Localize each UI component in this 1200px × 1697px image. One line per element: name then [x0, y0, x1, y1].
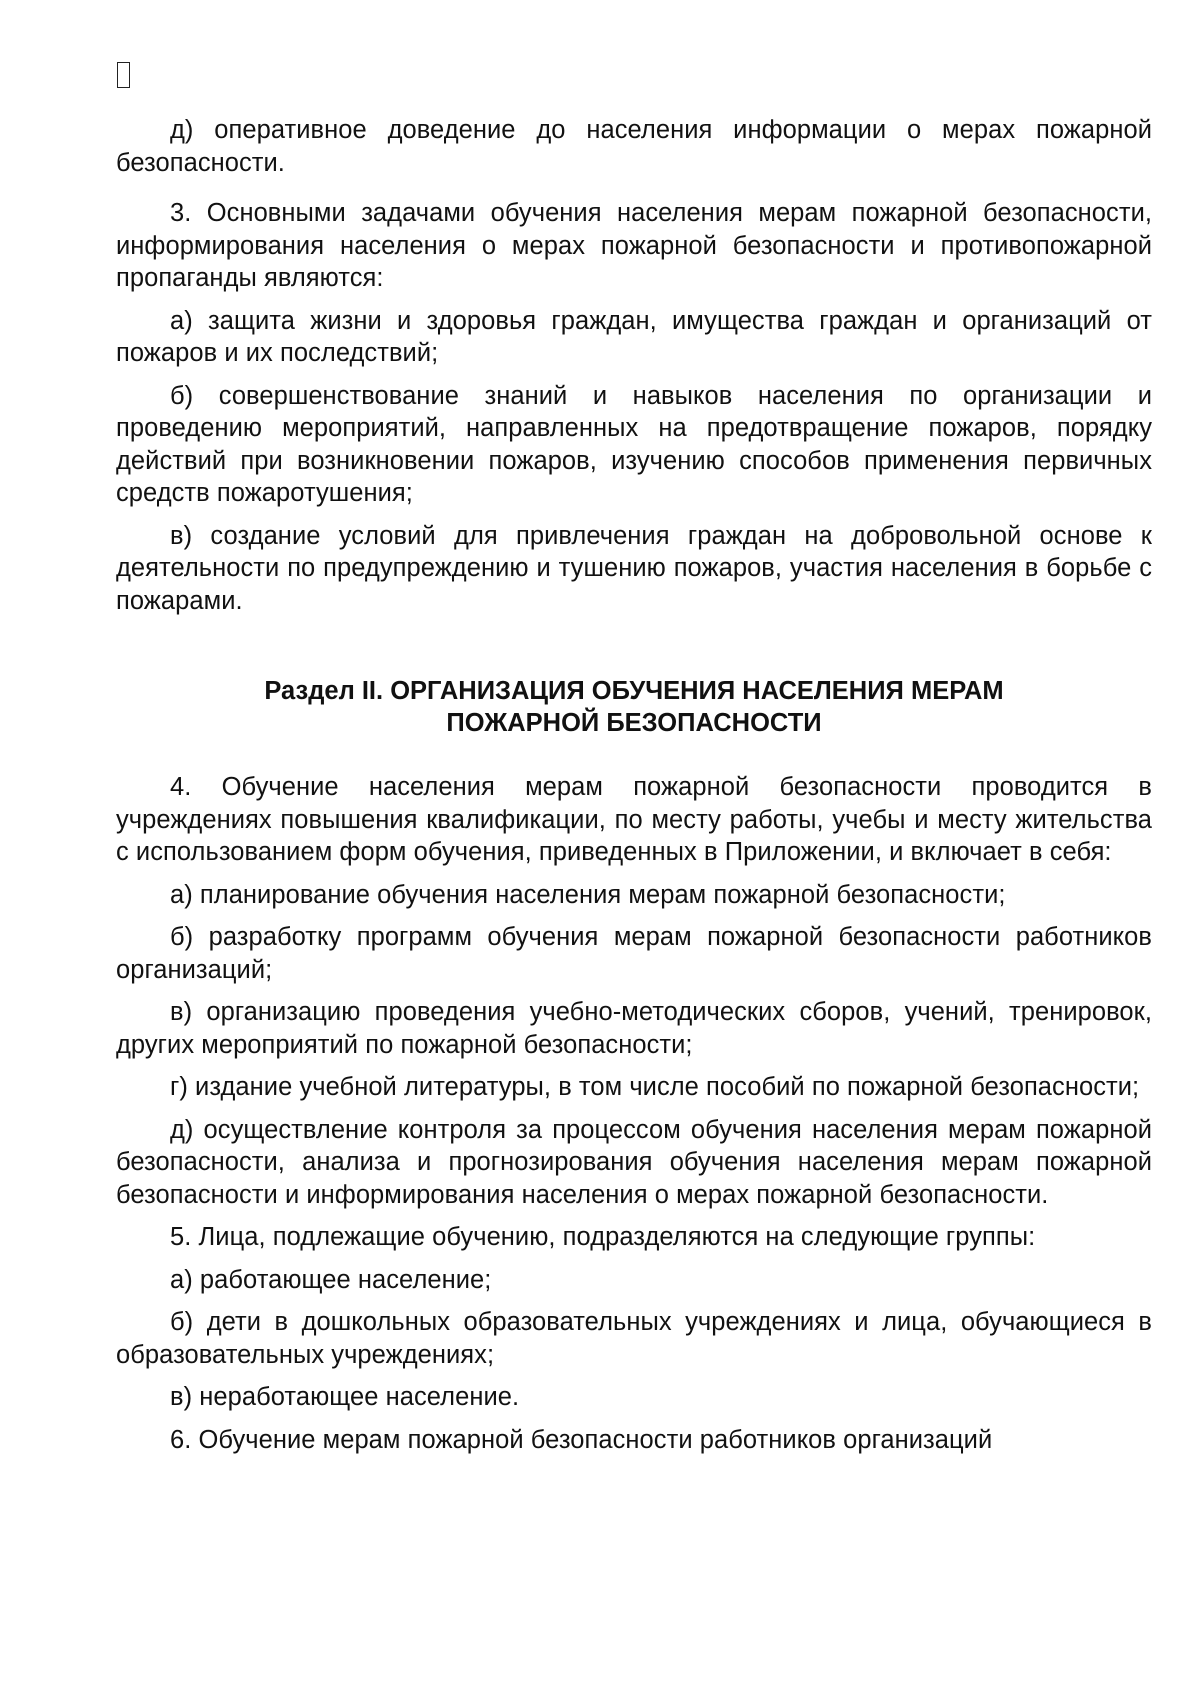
paragraph-4a: а) планирование обучения населения мерам пожарной безопасности; [170, 880, 1006, 909]
paragraph-3-tasks: 3. Основными задачами обучения населения мерам пожарной безопасности, информирования населения о мерах пожарной безопасности и противопожарной пропаганды являются: [116, 199, 1152, 292]
paragraph-3c: в) создание условий для привлечения граждан на добровольной основе к деятельности по предупреждению и тушению пожаров, участия населения в борьбе с пожарами. [116, 521, 1152, 615]
paragraph-4e: д) осуществление контроля за процессом обучения населения мерам пожарной безопасности, анализа и прогнозирования обучения населения мерам пожарной безопасности и информирования населения о мерах пожарной безопасности. [116, 1115, 1152, 1209]
section-heading-line-1: Раздел II. ОРГАНИЗАЦИЯ ОБУЧЕНИЯ НАСЕЛЕНИЯ МЕРАМ [264, 677, 1004, 705]
document-page [116, 62, 1152, 1466]
paragraph-5a: а) работающее население; [170, 1265, 492, 1294]
paragraph-4c: в) организацию проведения учебно-методических сборов, учений, тренировок, других мероприятий по пожарной безопасности; [116, 998, 1152, 1059]
paragraph-6-training: 6. Обучение мерам пожарной безопасности работников организаций [170, 1425, 993, 1454]
paragraph-3b: б) совершенствование знаний и навыков населения по организации и проведению мероприятий, направленных на предотвращение пожаров, порядку действий при возникновении пожаров, изучению способов применения первичных средств пожаротушения; [116, 381, 1152, 507]
paragraph-4b: б) разработку программ обучения мерам пожарной безопасности работников организаций; [116, 923, 1152, 984]
missing-glyph-icon [117, 62, 130, 88]
paragraph-d-informing: д) оперативное доведение до населения информации о мерах пожарной безопасности. [116, 116, 1152, 177]
section-heading-line-2: ПОЖАРНОЙ БЕЗОПАСНОСТИ [446, 709, 822, 737]
section-heading [116, 675, 1152, 739]
paragraph-5c: в) неработающее население. [170, 1383, 520, 1411]
paragraph-4d: г) издание учебной литературы, в том числе пособий по пожарной безопасности; [170, 1073, 1140, 1101]
paragraph-4-training: 4. Обучение населения мерам пожарной безопасности проводится в учреждениях повышения квалификации, по месту работы, учебы и месту жительства с использованием форм обучения, приведенных в Приложении, и включает в себя: [116, 773, 1152, 866]
paragraph-3a: а) защита жизни и здоровья граждан, имущества граждан и организаций от пожаров и их последствий; [116, 306, 1152, 367]
paragraph-5b: б) дети в дошкольных образовательных учреждениях и лица, обучающиеся в образовательных учреждениях; [116, 1308, 1152, 1369]
paragraph-5-groups: 5. Лица, подлежащие обучению, подразделяются на следующие группы: [170, 1223, 1036, 1251]
